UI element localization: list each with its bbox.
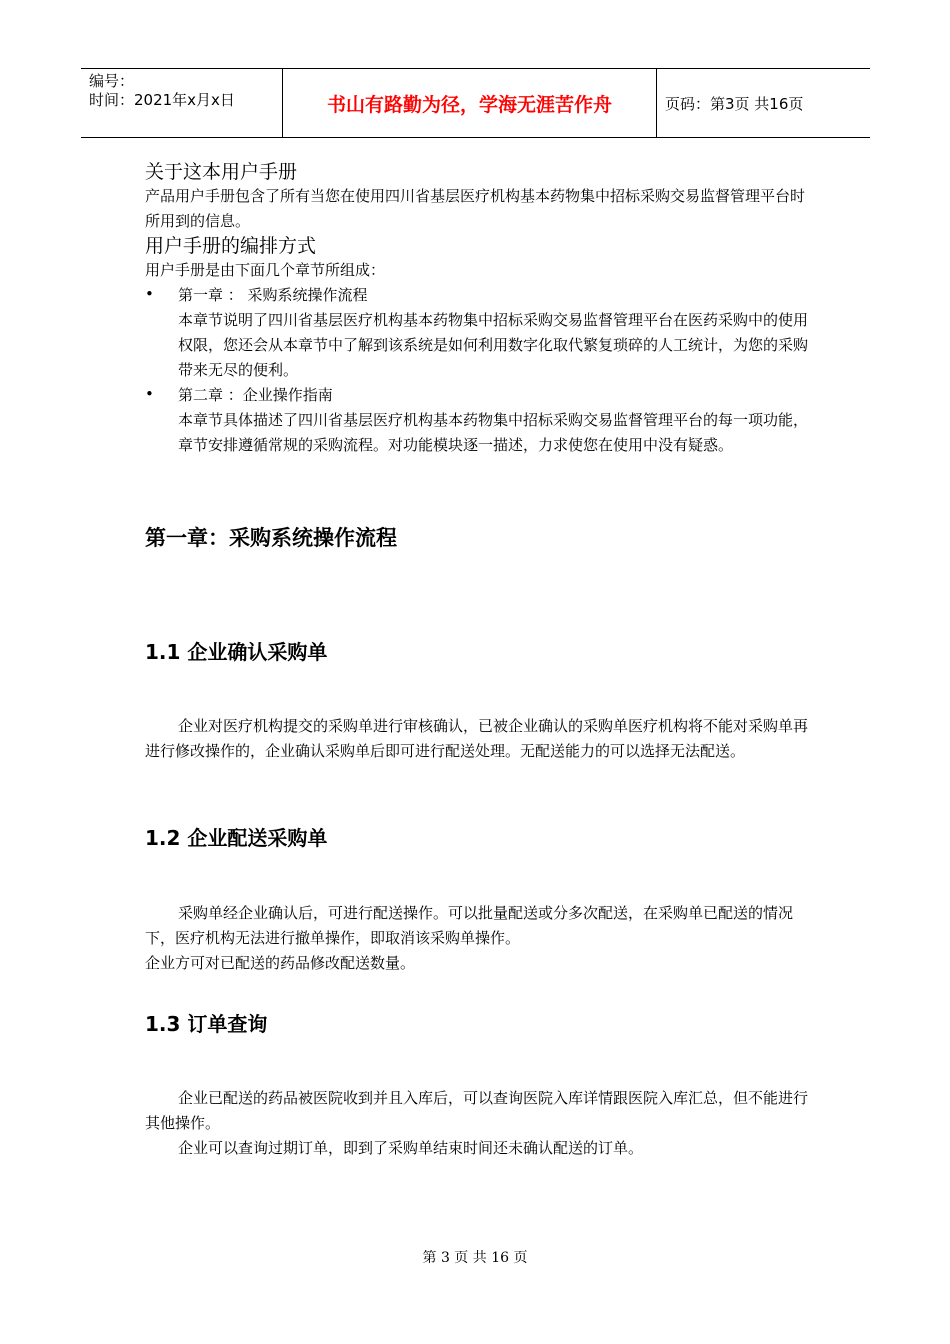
intro-title-structure: 用户手册的编排方式 [145, 235, 317, 257]
bullet-marker: • [145, 285, 154, 303]
page-header [81, 68, 870, 138]
document-date: 时间：2021年x月x日 [89, 91, 235, 109]
page-footer: 第 3 页 共 16 页 [422, 1250, 528, 1266]
bullet-title: 第二章 ：企业操作指南 [178, 386, 333, 404]
intro-title-about: 关于这本用户手册 [145, 161, 298, 183]
intro-paragraph: 用户手册是由下面几个章节所组成： [145, 261, 386, 279]
section-paragraph: 企业方可对已配送的药品修改配送数量。 [145, 954, 416, 972]
chapter-title: 第一章：采购系统操作流程 [145, 526, 397, 550]
header-meta [89, 72, 235, 110]
intro-paragraph: 产品用户手册包含了所有当您在使用四川省基层医疗机构基本药物集中招标采购交易监督管理平台时所用到的信息。 [145, 187, 806, 230]
section-title: 1.2 企业配送采购单 [145, 826, 328, 850]
header-motto: 书山有路勤为径，学海无涯苦作舟 [326, 93, 612, 116]
bullet-title: 第一章 ： 采购系统操作流程 [178, 286, 368, 304]
section-title: 1.3 订单查询 [145, 1012, 268, 1036]
section-paragraph: 企业对医疗机构提交的采购单进行审核确认，已被企业确认的采购单医疗机构将不能对采购单再进行修改操作的，企业确认采购单后即可进行配送处理。无配送能力的可以选择无法配送。 [145, 717, 809, 760]
section-paragraph: 采购单经企业确认后，可进行配送操作。可以批量配送或分多次配送，在采购单已配送的情况下，医疗机构无法进行撤单操作，即取消该采购单操作。 [145, 904, 794, 947]
header-page-info: 页码：第3页 共16页 [665, 94, 804, 113]
document-number-label: 编号： [89, 72, 135, 90]
bullet-marker: • [145, 385, 154, 403]
bullet-description: 本章节说明了四川省基层医疗机构基本药物集中招标采购交易监督管理平台在医药采购中的使用权限，您还会从本章节中了解到该系统是如何利用数字化取代繁复琐碎的人工统计，为您的采购带来无尽的便利。 [178, 311, 809, 379]
section-paragraph: 企业已配送的药品被医院收到并且入库后，可以查询医院入库详情跟医院入库汇总，但不能进行其他操作。 [145, 1089, 809, 1132]
bullet-description: 本章节具体描述了四川省基层医疗机构基本药物集中招标采购交易监督管理平台的每一项功能，章节安排遵循常规的采购流程。对功能模块逐一描述，力求使您在使用中没有疑惑。 [178, 411, 809, 454]
section-paragraph: 企业可以查询过期订单，即到了采购单结束时间还未确认配送的订单。 [178, 1139, 644, 1157]
section-title: 1.1 企业确认采购单 [145, 640, 328, 664]
header-divider [656, 69, 657, 137]
